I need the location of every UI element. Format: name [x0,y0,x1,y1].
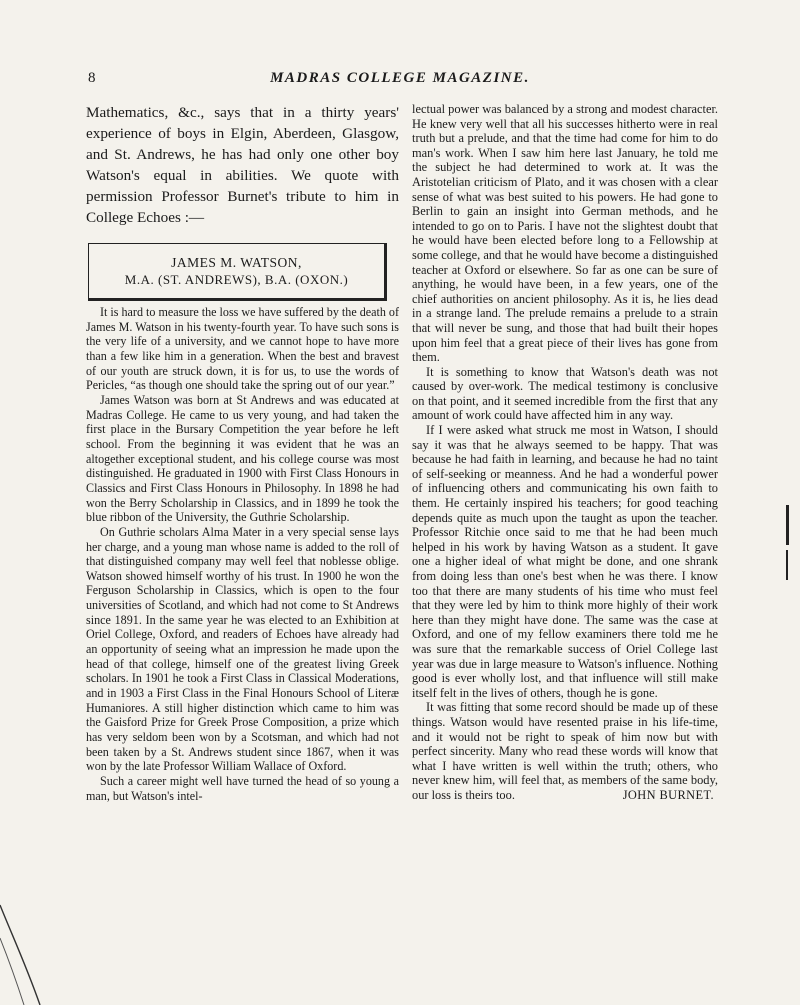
running-head: MADRAS COLLEGE MAGAZINE. [270,70,530,86]
author-signature: JOHN BURNET. [622,787,714,802]
binding-mark-lower [786,550,788,580]
article-title-name: JAMES M. WATSON, [171,255,302,270]
article-title-degrees: M.A. (ST. ANDREWS), B.A. (OXON.) [124,272,349,287]
right-paragraph-2: It is something to know that Watson's death was not caused by over-work. The medical testimony is conclusive on that point, and it seemed incredible from the first that any amount of work could have affected him in any way. [412,364,718,423]
left-paragraph-3: On Guthrie scholars Alma Mater in a very special sense lays her charge, and a young man whose name is added to the roll of that distinguished company may well feel that noblesse oblige. Watson showed himself worthy of his trust. In 1900 he won the Ferguson Scholarship in Classics, which is open to the four universities of Scotland, and which had not come to St Andrews since 1891. In the same year he was elected to an Exhibition at Oriel College, Oxford, and readers of Echoes have already had an opportunity of seeing what an impression he made upon the head of that college, himself one of the greatest living Greek scholars. In 1901 he took a First Class in Classical Moderations, and in 1903 a First Class in the Final Honours School of Literæ Humaniores. A still higher distinction which came to him was the Gaisford Prize for Greek Prose Composition, a prize which has very seldom been won by a Scotsman, and which had not been taken by a St. Andrews student since 1867, when it was won by the late Professor William Wallace of Oxford. [86,524,399,774]
intro-text: Mathematics, &c., says that in a thirty years' experience of boys in Elgin, Aberdeen, Glasgow, and St. Andrews, he has had only one other boy Watson's equal in abilities. We quote with permission Professor Burnet's tribute to him in College Echoes :— [86,104,399,226]
binding-mark-upper [786,505,789,545]
right-paragraph-3: If I were asked what struck me most in Watson, I should say it was that he always seemed to be happy. That was because he had faith in learning, and because he had no taint of self-seeking or meanness. And he had a wonderful power of influencing others and communicating his own faith to them. He certainly inspired his teachers; for good teaching depends quite as much upon the taught as upon the teacher. Professor Ritchie once said to me that he had been much helped in his work by having Watson as a student. It gave one a higher ideal of what might be done, and one shrank from doing less than one's best when he was there. I know too that there are many students of his time who must feel that they were led by him to think more highly of their work here than they might have done. The same was the case at Oxford, and one of my fellow examiners there told me he was sure that the remarkable success of Oriel College last year was due in large measure to Watson's influence. Nothing good is ever wholly lost, and that influence will still make itself felt in the lives of others, though he is gone. [412,423,718,700]
left-paragraph-4: Such a career might well have turned the head of so young a man, but Watson's intel- [86,774,399,803]
left-paragraph-1: It is hard to measure the loss we have suffered by the death of James M. Watson in his twenty-fourth year. To have such sons is the very life of a university, and we cannot hope to have more than a few like him in a generation. When the best and bravest of our youth are struck down, it is for us, to use the words of Pericles, “as though one should take the spring out of our year.” [86,305,399,393]
right-paragraph-1: lectual power was balanced by a strong and modest character. He knew very well that all his successes hitherto were in real truth but a prelude, and that the time had come for him to do man's work. When I saw him here last January, he told me the subject he had determined to work at. It was the Aristotelian criticism of Plato, and it was chosen with a clear sense of what was best suited to his powers. He had gone to Berlin to gain an insight into German methods, and he intended to go on to Paris. I have not the slightest doubt that he would have been elected before long to a Fellowship at some college, and that he would have become a distinguished teacher at Oxford or elsewhere. So far as one can be sure of anything, he would have been, in a few years, one of the chief authorities on ancient philosophy. As it is, he lies dead in a strange land. The prelude remains a prelude to a strain that will never be sung, and those that had built their hopes upon him feel that a great piece of their lives has gone from them. [412,102,718,365]
left-paragraph-2: James Watson was born at St Andrews and was educated at Madras College. He came to us very young, and had taken the first place in the Bursary Competition the year before he left school. From the beginning it was evident that he was an altogether exceptional student, and his college course was most distinguished. He graduated in 1900 with First Class Honours in Classics and First Class Honours in Philosophy. In 1898 he had won the Berry Scholarship in Classics, and in 1899 he took the blue ribbon of the University, the Guthrie Scholarship. [86,392,399,525]
right-paragraph-4: It was fitting that some record should be made up of these things. Watson would have resented praise in his life-time, and it would not be right to speak of him now but with perfect sincerity. Many who read these words will know that what I have written is well within the truth; others, who never knew him, will feel that, as members of the same body, our loss is theirs too. [412,700,718,802]
page-number: 8 [88,70,96,86]
